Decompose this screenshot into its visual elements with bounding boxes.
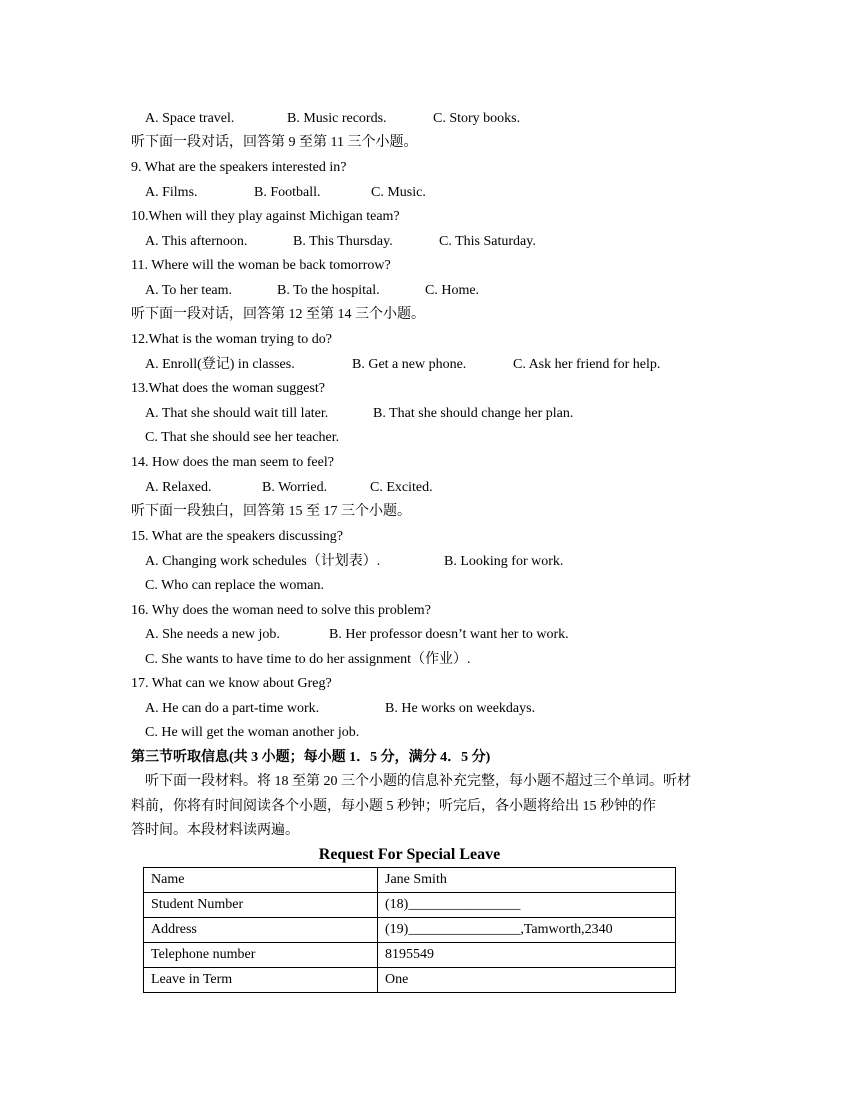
q10-option-c: C. This Saturday.: [439, 234, 536, 249]
table-row: [144, 943, 676, 968]
q10-options: [145, 232, 536, 252]
q10-option-b: B. This Thursday.: [293, 234, 393, 249]
row-label: Leave in Term: [144, 968, 378, 993]
table-row: [144, 868, 676, 893]
q15-option-a: A. Changing work schedules（计划表）.: [145, 554, 381, 569]
q11-option-c: C. Home.: [425, 283, 480, 298]
q17-question: 17. What can we know about Greg?: [131, 676, 332, 691]
row-value: One: [378, 968, 676, 993]
q8-option-b: B. Music records.: [287, 111, 387, 126]
q8-option-a: A. Space travel.: [145, 111, 235, 126]
row-value: (19)________________,Tamworth,2340: [378, 918, 676, 943]
q12-option-c: C. Ask her friend for help.: [513, 357, 661, 372]
q13-option-b: B. That she should change her plan.: [373, 406, 574, 421]
row-value: Jane Smith: [378, 868, 676, 893]
section-instruction-9-11: 听下面一段对话，回答第 9 至第 11 三个小题。: [131, 135, 418, 150]
q8-option-c: C. Story books.: [433, 111, 521, 126]
q10-option-a: A. This afternoon.: [145, 234, 248, 249]
row-label: Telephone number: [144, 943, 378, 968]
q17-options-ab: [145, 699, 535, 719]
table-row: [144, 968, 676, 993]
special-leave-table: [143, 867, 676, 993]
q15-options-ab: [145, 552, 563, 572]
q16-question: 16. Why does the woman need to solve this problem?: [131, 603, 431, 618]
q16-option-c: C. She wants to have time to do her assignment（作业）.: [145, 652, 471, 667]
q17-option-c: C. He will get the woman another job.: [145, 725, 360, 740]
q14-option-a: A. Relaxed.: [145, 480, 212, 495]
q10-question: 10.When will they play against Michigan team?: [131, 209, 400, 224]
instruction-line-2: 料前，你将有时间阅读各个小题，每小题 5 秒钟；听完后，各小题将给出 15 秒钟的作: [131, 798, 656, 814]
q12-question: 12.What is the woman trying to do?: [131, 332, 333, 347]
q14-options: [145, 478, 433, 498]
q9-option-a: A. Films.: [145, 185, 198, 200]
instruction-line-3: 答时间。本段材料读两遍。: [131, 823, 299, 838]
row-label: Address: [144, 918, 378, 943]
table-row: [144, 893, 676, 918]
q14-option-c: C. Excited.: [370, 480, 433, 495]
q9-option-c: C. Music.: [371, 185, 426, 200]
q16-option-a: A. She needs a new job.: [145, 627, 280, 642]
q15-option-b: B. Looking for work.: [444, 554, 564, 569]
q9-question: 9. What are the speakers interested in?: [131, 160, 347, 175]
q14-option-b: B. Worried.: [262, 480, 328, 495]
q13-option-c: C. That she should see her teacher.: [145, 430, 340, 445]
q13-option-a: A. That she should wait till later.: [145, 406, 329, 421]
row-value: 8195549: [378, 943, 676, 968]
q15-option-c: C. Who can replace the woman.: [145, 578, 324, 593]
q14-question: 14. How does the man seem to feel?: [131, 455, 334, 470]
q11-option-b: B. To the hospital.: [277, 283, 380, 298]
q16-option-b: B. Her professor doesn’t want her to work.: [329, 627, 569, 642]
section3-heading: 第三节听取信息(共 3 小题；每小题 1．5 分，满分 4．5 分): [131, 750, 491, 765]
q12-options: [145, 355, 660, 375]
row-label: Student Number: [144, 893, 378, 918]
q16-options-ab: [145, 625, 569, 645]
form-title: Request For Special Leave: [318, 846, 501, 863]
q12-option-b: B. Get a new phone.: [352, 357, 467, 372]
row-label: Name: [144, 868, 378, 893]
q8-options: [145, 109, 520, 129]
q9-option-b: B. Football.: [254, 185, 321, 200]
q17-option-b: B. He works on weekdays.: [385, 701, 536, 716]
q17-option-a: A. He can do a part-time work.: [145, 701, 320, 716]
row-value: (18)________________: [378, 893, 676, 918]
q11-question: 11. Where will the woman be back tomorrow?: [131, 258, 391, 273]
q11-options: [145, 281, 479, 301]
table-row: [144, 918, 676, 943]
q12-option-a: A. Enroll(登记) in classes.: [145, 357, 295, 372]
instruction-line-1: 听下面一段材料。将 18 至第 20 三个小题的信息补充完整，每小题不超过三个单词。听材: [145, 774, 691, 789]
q11-option-a: A. To her team.: [145, 283, 233, 298]
q9-options: [145, 183, 426, 203]
q13-question: 13.What does the woman suggest?: [131, 381, 326, 396]
q13-options-ab: [145, 404, 573, 424]
section3-instructions: [131, 770, 721, 844]
q15-question: 15. What are the speakers discussing?: [131, 529, 344, 544]
section-instruction-12-14: 听下面一段对话，回答第 12 至第 14 三个小题。: [131, 307, 425, 322]
section-instruction-15-17: 听下面一段独白，回答第 15 至 17 三个小题。: [131, 504, 411, 519]
